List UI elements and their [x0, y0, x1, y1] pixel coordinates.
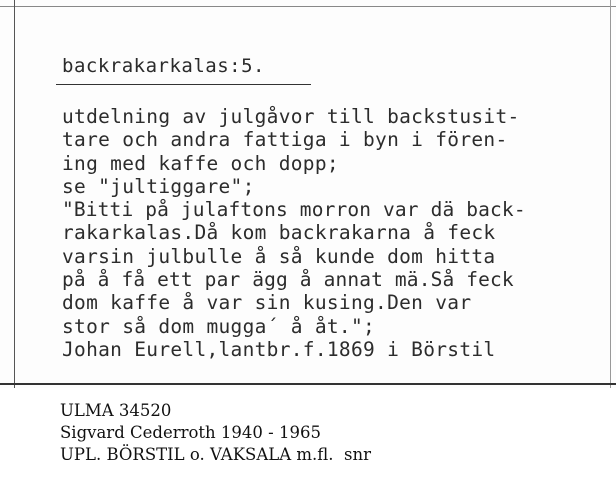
card-top-edge: [0, 6, 616, 7]
card-line: på å få ett par ägg å annat mä.Så feck: [62, 268, 514, 292]
card-left-edge: [14, 0, 15, 388]
card-line: ing med kaffe och dopp;: [62, 151, 339, 175]
place: UPL. BÖRSTIL o. VAKSALA m.fl. snr: [60, 445, 371, 464]
card-line: Johan Eurell,lantbr.f.1869 i Börstil: [62, 337, 496, 361]
headword-underline: [56, 84, 311, 85]
card-line: dom kaffe å var sin kusing.Den var: [62, 291, 472, 315]
headword: backrakarkalas:5.: [62, 55, 265, 77]
collector: Sigvard Cederroth 1940 - 1965: [60, 423, 321, 442]
card-line: stor så dom mugga´ å åt.";: [62, 314, 376, 338]
archive-id: ULMA 34520: [60, 401, 172, 420]
card-line: varsin julbulle å så kunde dom hitta: [62, 244, 496, 268]
card-line: utdelning av julgåvor till backstusit-: [62, 105, 520, 128]
card-line: se "jultiggare";: [62, 174, 255, 198]
card-line: "Bitti på julaftons morron var dä back-: [62, 198, 526, 222]
archive-footer: [60, 400, 600, 466]
card-body: [62, 105, 610, 361]
card-bottom-edge: [0, 383, 616, 385]
card-right-edge: [610, 0, 611, 388]
card-line: tare och andra fattiga i byn i fören-: [62, 128, 508, 152]
card-line: rakarkalas.Då kom backrakarna å feck: [62, 221, 496, 245]
